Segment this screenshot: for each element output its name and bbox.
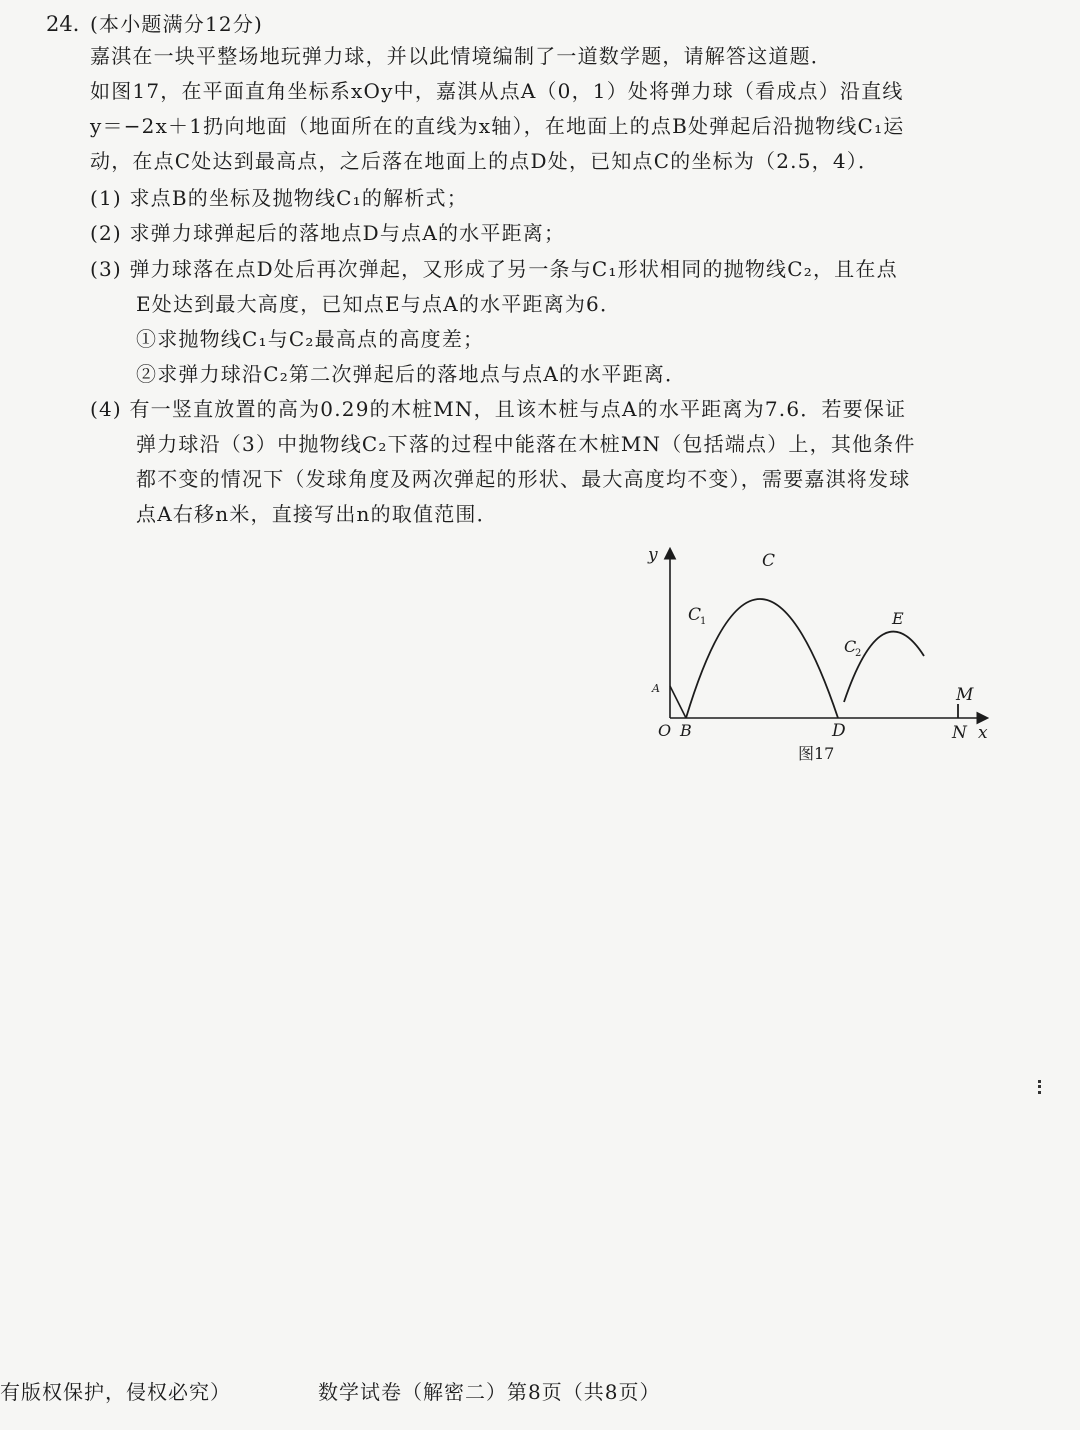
question-stem-line-1: 如图17，在平面直角坐标系xOy中，嘉淇从点A（0，1）处将弹力球（看成点）沿直线 bbox=[90, 79, 904, 103]
question-number: 24． bbox=[46, 12, 94, 36]
point-m-label: M bbox=[956, 685, 974, 705]
figure-caption: 图17 bbox=[798, 744, 835, 763]
sub-question-4-line-3: 都不变的情况下（发球角度及两次弹起的形状、最大高度均不变），需要嘉淇将发球 bbox=[136, 467, 911, 491]
question-stem-line-3: 动，在点C处达到最高点，之后落在地面上的点D处，已知点C的坐标为（2.5，4）． bbox=[90, 149, 880, 173]
point-n-label: N bbox=[952, 723, 967, 743]
question-intro: 嘉淇在一块平整场地玩弹力球，并以此情境编制了一道数学题，请解答这道题． bbox=[90, 44, 832, 68]
sub-question-4-line-4: 点A右移n米，直接写出n的取值范围． bbox=[136, 502, 498, 526]
parabola-c1 bbox=[686, 599, 838, 718]
curve-c1-subscript: 1 bbox=[700, 616, 707, 627]
throw-line bbox=[670, 686, 686, 718]
sub-question-3-part-1: ①求抛物线C₁与C₂最高点的高度差； bbox=[136, 327, 485, 351]
footer-copyright: 有版权保护，侵权必究） bbox=[0, 1380, 231, 1404]
point-b-label: B bbox=[680, 721, 692, 740]
point-a-label: A bbox=[652, 682, 660, 695]
curve-c2-subscript: 2 bbox=[855, 648, 862, 659]
origin-label: O bbox=[658, 721, 672, 740]
parabola-diagram bbox=[640, 540, 1000, 780]
sub-question-4-line-1: (4) 有一竖直放置的高为0.29的木桩MN，且该木桩与点A的水平距离为7.6．若要保证 bbox=[90, 397, 907, 421]
sub-question-3-line-1: (3) 弹力球落在点D处后再次弹起，又形成了另一条与C₁形状相同的抛物线C₂，且在点 bbox=[90, 257, 898, 281]
figure-17 bbox=[640, 540, 1000, 780]
question-stem-line-2: y＝−2x＋1扔向地面（地面所在的直线为x轴），在地面上的点B处弹起后沿抛物线C₁运 bbox=[90, 114, 905, 138]
sub-question-3-line-2: E处达到最大高度，已知点E与点A的水平距离为6． bbox=[136, 292, 622, 316]
scan-mark bbox=[1038, 1080, 1045, 1094]
point-c-label: C bbox=[762, 551, 776, 571]
sub-question-4-line-2: 弹力球沿（3）中抛物线C₂下落的过程中能落在木桩MN（包括端点）上，其他条件 bbox=[136, 432, 916, 456]
curve-c1-label: C bbox=[688, 605, 702, 625]
sub-question-3-part-2: ②求弹力球沿C₂第二次弹起后的落地点与点A的水平距离． bbox=[136, 362, 687, 386]
curve-c2-label: C bbox=[844, 637, 857, 656]
x-axis-label: x bbox=[978, 723, 988, 743]
y-axis-label: y bbox=[648, 545, 658, 565]
sub-question-2: (2) 求弹力球弹起后的落地点D与点A的水平距离； bbox=[90, 221, 566, 245]
footer-page-info: 数学试卷（解密二）第8页（共8页） bbox=[318, 1380, 661, 1404]
sub-question-1: (1) 求点B的坐标及抛物线C₁的解析式； bbox=[90, 186, 468, 210]
point-e-label: E bbox=[892, 609, 904, 628]
score-note: (本小题满分12分) bbox=[90, 12, 264, 36]
point-d-label: D bbox=[832, 721, 846, 741]
